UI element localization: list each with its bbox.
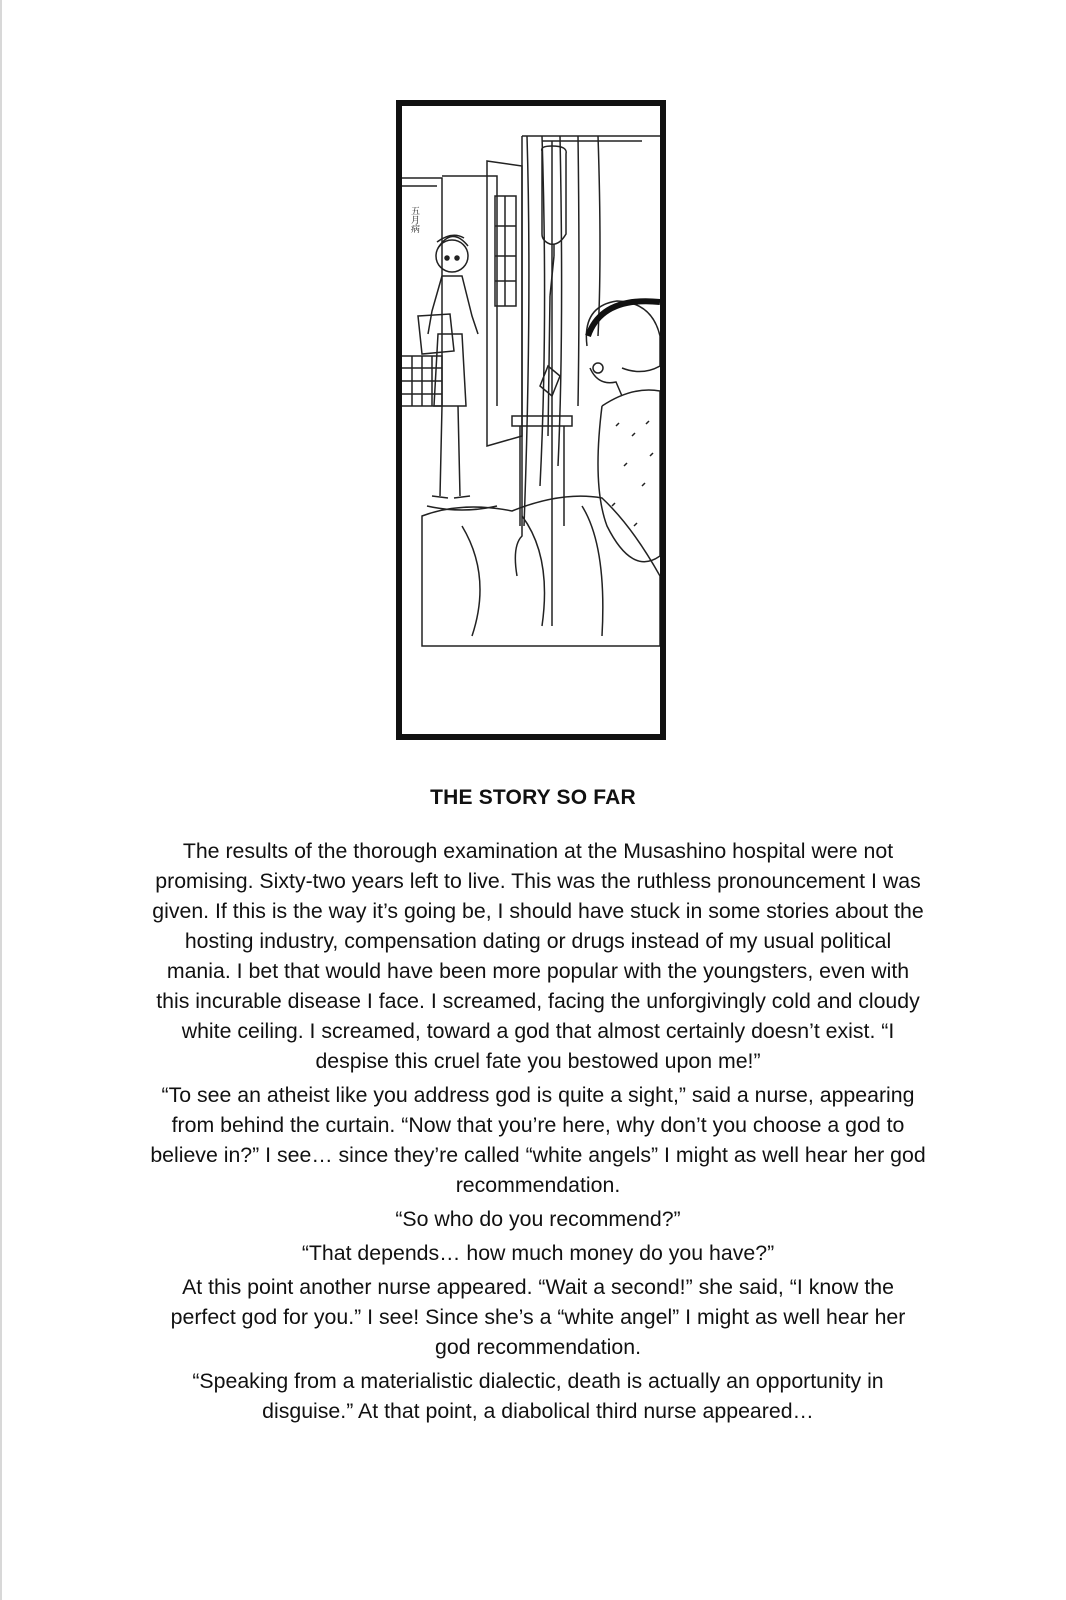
story-paragraph: At this point another nurse appeared. “Wait a second!” she said, “I know the perfect god for you.” I see! Since she’s a “white angel” I might as well hear her god recommendation. <box>170 1275 906 1359</box>
story-paragraph: The results of the thorough examination at the Musashino hospital were not promising. Sixty-two years left to live. This was the ruthless pronouncement I was given. If this is the way it’s going be, I should have stuck in some stories about the hosting industry, compensation dating or drugs instead of my usual political mania. I bet that would have been more popular with the youngsters, even with this incurable disease I face. I screamed, facing the unforgivingly cold and cloudy white ceiling. I screamed, toward a god that almost certainly doesn’t exist. “I despise this cruel fate you bestowed upon me!” <box>152 839 924 1073</box>
story-paragraph: “To see an atheist like you address god is quite a sight,” said a nurse, appearing from behind the curtain. “Now that you’re here, why don’t you choose a god to believe in?” I see… since they’re called “white angels” I might as well hear her god recommendation. <box>150 1083 926 1197</box>
ward-sign: 五月病 <box>409 206 419 233</box>
manga-panel <box>396 100 666 740</box>
story-summary <box>150 836 926 1430</box>
story-paragraph: “So who do you recommend?” <box>395 1207 681 1231</box>
hospital-scene-illustration <box>402 106 660 734</box>
story-paragraph: “That depends… how much money do you have?” <box>301 1241 775 1265</box>
section-title: THE STORY SO FAR <box>430 786 636 809</box>
story-paragraph: “Speaking from a materialistic dialectic, death is actually an opportunity in disguise.” At that point, a diabolical third nurse appeared… <box>192 1369 884 1423</box>
